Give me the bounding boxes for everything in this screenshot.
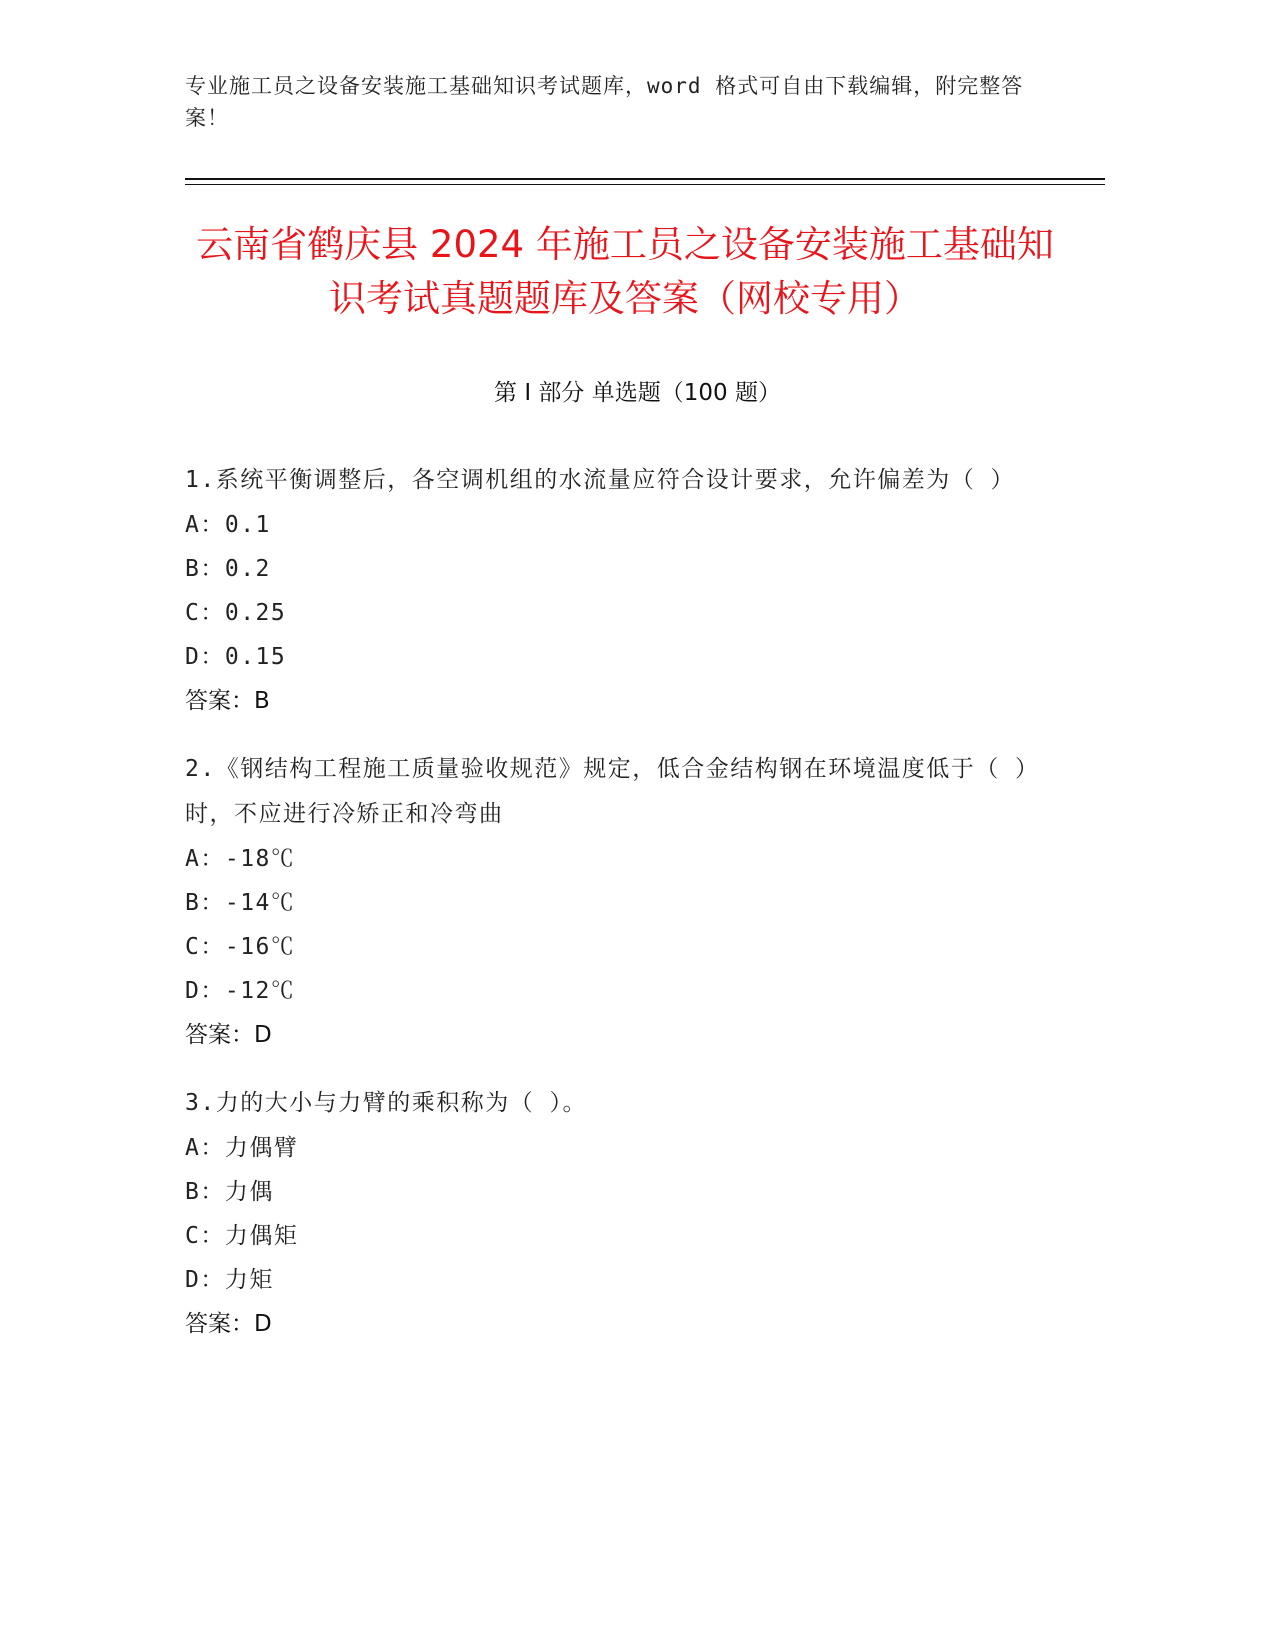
question-stem: 2.《钢结构工程施工质量验收规范》规定，低合金结构钢在环境温度低于（ ）时，不应进行冷矫正和冷弯曲 <box>185 756 1040 827</box>
option-c: C：-16℃ <box>185 934 296 960</box>
question-stem: 3.力的大小与力臂的乘积称为（ ）。 <box>185 1090 588 1116</box>
header-rule-thick <box>185 178 1105 180</box>
question-1 <box>185 458 1065 723</box>
document-title: 云南省鹤庆县 2024 年施工员之设备安装施工基础知识考试真题题库及答案（网校专用） <box>196 223 1054 320</box>
option-d: D：力矩 <box>185 1267 274 1293</box>
header-note: 专业施工员之设备安装施工基础知识考试题库，word 格式可自由下载编辑，附完整答案！ <box>185 74 1024 130</box>
answer: 答案：D <box>185 1311 272 1337</box>
option-c: C：0.25 <box>185 600 287 626</box>
option-a: A：0.1 <box>185 512 271 538</box>
question-2 <box>185 747 1065 1057</box>
section-title: 第 I 部分 单选题（100 题） <box>494 380 781 406</box>
question-list <box>185 458 1065 1370</box>
option-b: B：0.2 <box>185 556 271 582</box>
question-stem: 1.系统平衡调整后，各空调机组的水流量应符合设计要求，允许偏差为（ ） <box>185 467 1016 493</box>
option-b: B：-14℃ <box>185 890 296 916</box>
option-c: C：力偶矩 <box>185 1223 299 1249</box>
option-d: D：-12℃ <box>185 978 296 1004</box>
option-b: B：力偶 <box>185 1179 274 1205</box>
answer: 答案：B <box>185 688 270 714</box>
question-3 <box>185 1081 1065 1346</box>
option-a: A：力偶臂 <box>185 1135 299 1161</box>
header-rule-thin <box>185 184 1105 185</box>
option-a: A：-18℃ <box>185 846 296 872</box>
option-d: D：0.15 <box>185 644 287 670</box>
answer: 答案：D <box>185 1022 272 1048</box>
